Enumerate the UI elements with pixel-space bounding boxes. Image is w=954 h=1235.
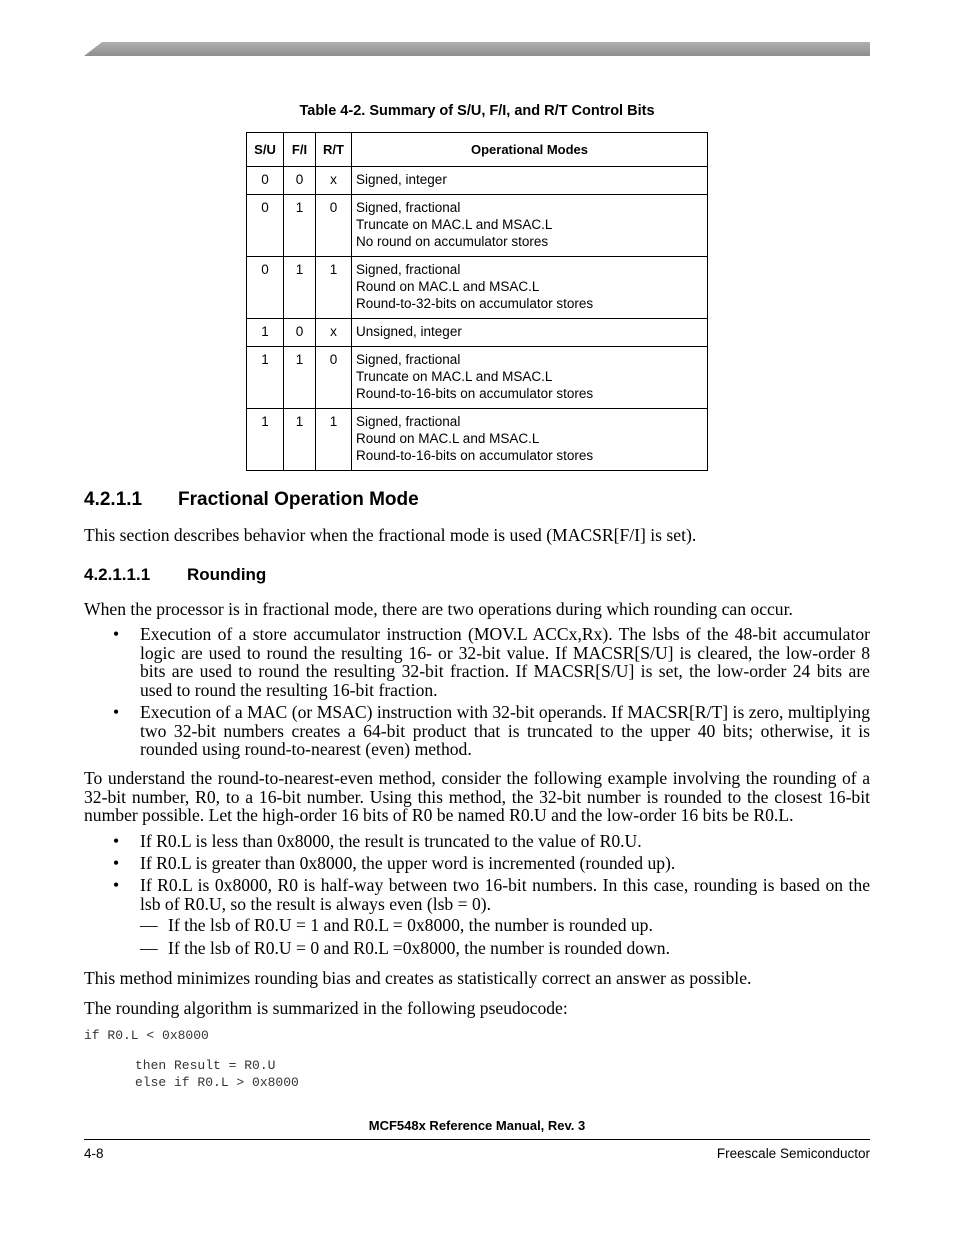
cell-fi: 1 <box>284 347 316 409</box>
page-number: 4-8 <box>84 1146 104 1161</box>
bullet-text: If R0.L is greater than 0x8000, the upper word is incremented (rounded up). <box>140 853 676 873</box>
bullet-item <box>113 854 870 873</box>
bullet-icon: • <box>113 624 120 644</box>
table-row <box>247 195 708 257</box>
company-name: Freescale Semiconductor <box>716 1146 870 1161</box>
cell-mode <box>352 167 708 195</box>
subsection-title: Rounding <box>187 565 267 584</box>
paragraph-2: To understand the round-to-nearest-even method, consider the following example involving the rounding of a 32-bit number, R0, to a 16-bit number. Using this method, the 32-bit number is rounded to the closest 16-bit number possible. Let the high-order 16 bits of R0 be named R0.U and the low-order 16 bits be R0.L. <box>84 768 870 826</box>
mode-line: Signed, fractional <box>356 414 461 429</box>
table-row <box>247 257 708 319</box>
mode-line: Signed, fractional <box>356 352 461 367</box>
section-heading <box>84 489 419 511</box>
cell-rt: 0 <box>316 195 352 257</box>
cell-mode <box>352 257 708 319</box>
bullet-text: If R0.L is less than 0x8000, the result is truncated to the value of R0.U. <box>140 831 642 851</box>
code-line: else if R0.L > 0x8000 <box>135 1075 299 1090</box>
mode-line: Round on MAC.L and MSAC.L <box>356 279 540 294</box>
bullet-text: Execution of a store accumulator instruction (MOV.L ACCx,Rx). The lsbs of the 48-bit accumulator logic are used to round the resulting 16- or 32-bit value. If MACSR[S/U] is cleared, the low-order 8 bits are used to round the resulting 32-bit fraction. If MACSR[S/U] is set, the low-order 24 bits are used to round the resulting 16-bit fraction. <box>140 624 870 701</box>
cell-rt: 1 <box>316 409 352 471</box>
cell-fi: 0 <box>284 167 316 195</box>
cell-fi: 0 <box>284 319 316 347</box>
bullet-item <box>113 876 870 913</box>
subsection-number: 4.2.1.1.1 <box>84 565 151 584</box>
header-su: S/U <box>247 133 284 167</box>
cell-fi: 1 <box>284 409 316 471</box>
table-header-row <box>247 133 708 167</box>
section-number: 4.2.1.1 <box>84 489 143 510</box>
cell-su: 1 <box>247 347 284 409</box>
cell-su: 0 <box>247 167 284 195</box>
mode-line: Signed, fractional <box>356 262 461 277</box>
paragraph-4: The rounding algorithm is summarized in the following pseudocode: <box>84 998 568 1018</box>
code-line: then Result = R0.U <box>135 1058 276 1073</box>
bullet-item <box>113 703 870 759</box>
cell-su: 0 <box>247 195 284 257</box>
header-rt: R/T <box>316 133 352 167</box>
mode-line: Truncate on MAC.L and MSAC.L <box>356 217 553 232</box>
bullet-item <box>113 625 870 700</box>
bullet-icon: • <box>113 831 120 851</box>
header-bar <box>84 42 870 56</box>
mode-line: No round on accumulator stores <box>356 234 549 249</box>
control-bits-table <box>246 132 708 471</box>
mode-line: Signed, integer <box>356 172 447 187</box>
code-line: if R0.L < 0x8000 <box>84 1028 209 1043</box>
mode-line: Round on MAC.L and MSAC.L <box>356 431 540 446</box>
dash-icon: — <box>140 938 158 958</box>
mode-line: Round-to-32-bits on accumulator stores <box>356 296 594 311</box>
sub-bullet-item <box>140 939 870 958</box>
bullet-icon: • <box>113 702 120 722</box>
dash-icon: — <box>140 915 158 935</box>
header-operational-modes: Operational Modes <box>352 133 708 167</box>
table-row <box>247 319 708 347</box>
cell-rt: x <box>316 319 352 347</box>
table-row <box>247 409 708 471</box>
footer-title: MCF548x Reference Manual, Rev. 3 <box>368 1118 586 1133</box>
cell-su: 1 <box>247 319 284 347</box>
section-intro: This section describes behavior when the fractional mode is used (MACSR[F/I] is set). <box>84 525 697 545</box>
bullet-text: Execution of a MAC (or MSAC) instruction with 32-bit operands. If MACSR[R/T] is zero, multiplying two 32-bit numbers creates a 64-bit product that is truncated to the upper 40 bits; otherwise, it is rounded using round-to-nearest (even) method. <box>140 702 870 760</box>
cell-mode <box>352 195 708 257</box>
cell-rt: 0 <box>316 347 352 409</box>
bullet-item <box>113 832 870 851</box>
bullet-text: If R0.L is 0x8000, R0 is half-way between two 16-bit numbers. In this case, rounding is based on the lsb of R0.U, so the result is always even (lsb = 0). <box>140 875 870 914</box>
cell-su: 0 <box>247 257 284 319</box>
cell-su: 1 <box>247 409 284 471</box>
subsection-heading <box>84 565 266 585</box>
footer-rule <box>84 1139 870 1140</box>
paragraph-1: When the processor is in fractional mode, there are two operations during which rounding can occur. <box>84 599 793 619</box>
sub-bullet-text: If the lsb of R0.U = 1 and R0.L = 0x8000, the number is rounded up. <box>168 915 653 935</box>
table-row <box>247 347 708 409</box>
table-row <box>247 167 708 195</box>
bullet-icon: • <box>113 853 120 873</box>
table-caption: Table 4-2. Summary of S/U, F/I, and R/T Control Bits <box>299 103 655 119</box>
header-fi: F/I <box>284 133 316 167</box>
sub-bullet-item <box>140 916 870 935</box>
paragraph-3: This method minimizes rounding bias and creates as statistically correct an answer as possible. <box>84 968 752 988</box>
cell-rt: 1 <box>316 257 352 319</box>
cell-fi: 1 <box>284 195 316 257</box>
sub-bullet-text: If the lsb of R0.U = 0 and R0.L =0x8000, the number is rounded down. <box>168 938 670 958</box>
cell-mode <box>352 409 708 471</box>
cell-mode <box>352 319 708 347</box>
mode-line: Round-to-16-bits on accumulator stores <box>356 386 594 401</box>
mode-line: Truncate on MAC.L and MSAC.L <box>356 369 553 384</box>
cell-fi: 1 <box>284 257 316 319</box>
bullet-icon: • <box>113 875 120 895</box>
section-title: Fractional Operation Mode <box>178 489 419 510</box>
mode-line: Unsigned, integer <box>356 324 462 339</box>
cell-rt: x <box>316 167 352 195</box>
cell-mode <box>352 347 708 409</box>
mode-line: Signed, fractional <box>356 200 461 215</box>
mode-line: Round-to-16-bits on accumulator stores <box>356 448 594 463</box>
